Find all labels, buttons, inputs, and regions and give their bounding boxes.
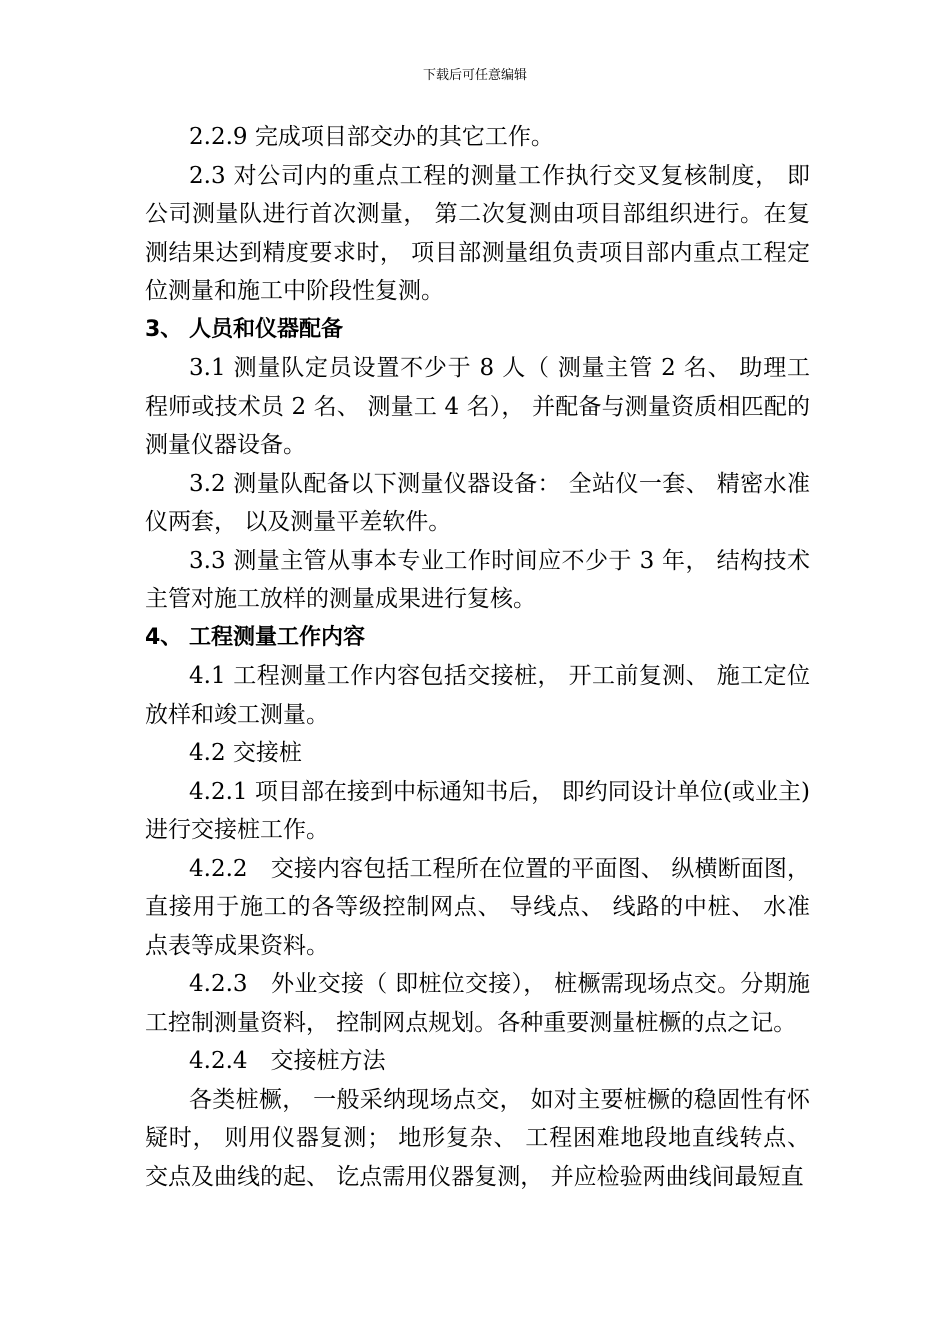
body-paragraph: 2.3 对公司内的重点工程的测量工作执行交叉复核制度， 即公司测量队进行首次测量， 第二次复测由项目部组织进行。在复测结果达到精度要求时， 项目部测量组负责项目部内重点工程定位测量和施工中阶段性复测。 [145, 162, 810, 304]
section-title: 工程测量工作内容 [189, 624, 366, 650]
body-paragraph: 3.2 测量队配备以下测量仪器设备： 全站仪一套、 精密水准仪两套， 以及测量平差软件。 [145, 470, 810, 535]
section-title: 人员和仪器配备 [189, 316, 344, 342]
body-paragraph: 4.2.1 项目部在接到中标通知书后， 即约同设计单位(或业主)进行交接桩工作。 [145, 778, 810, 843]
body-paragraph: 2.2.9 完成项目部交办的其它工作。 [189, 124, 554, 150]
section-heading [145, 619, 810, 658]
section-number: 3、 [145, 316, 183, 342]
body-paragraph: 4.2.2 交接内容包括工程所在位置的平面图、 纵横断面图， 直接用于施工的各等级控制网点、 导线点、 线路的中桩、 水准点表等成果资料。 [145, 855, 810, 959]
section-heading [145, 311, 810, 350]
body-paragraph: 各类桩橛， 一般采纳现场点交， 如对主要桩橛的稳固性有怀疑时， 则用仪器复测； 地形复杂、 工程困难地段地直线转点、 交点及曲线的起、 讫点需用仪器复测， 并应检验两曲线间最短直 [145, 1086, 810, 1190]
body-paragraph: 4.1 工程测量工作内容包括交接桩， 开工前复测、 施工定位放样和竣工测量。 [145, 663, 810, 728]
page-header: 下载后可任意编辑 [422, 68, 527, 83]
section-number: 4、 [145, 624, 183, 650]
body-paragraph: 4.2 交接桩 [189, 740, 302, 766]
body-paragraph: 3.3 测量主管从事本专业工作时间应不少于 3 年， 结构技术主管对施工放样的测量成果进行复核。 [145, 547, 810, 612]
body-paragraph: 3.1 测量队定员设置不少于 8 人（ 测量主管 2 名、 助理工程师或技术员 2 名、 测量工 4 名）， 并配备与测量资质相匹配的测量仪器设备。 [145, 355, 810, 458]
document-body [145, 118, 810, 1196]
body-paragraph: 4.2.3 外业交接（ 即桩位交接）， 桩橛需现场点交。分期施工控制测量资料， 控制网点规划。各种重要测量桩橛的点之记。 [145, 971, 810, 1036]
body-paragraph: 4.2.4 交接桩方法 [189, 1048, 386, 1074]
